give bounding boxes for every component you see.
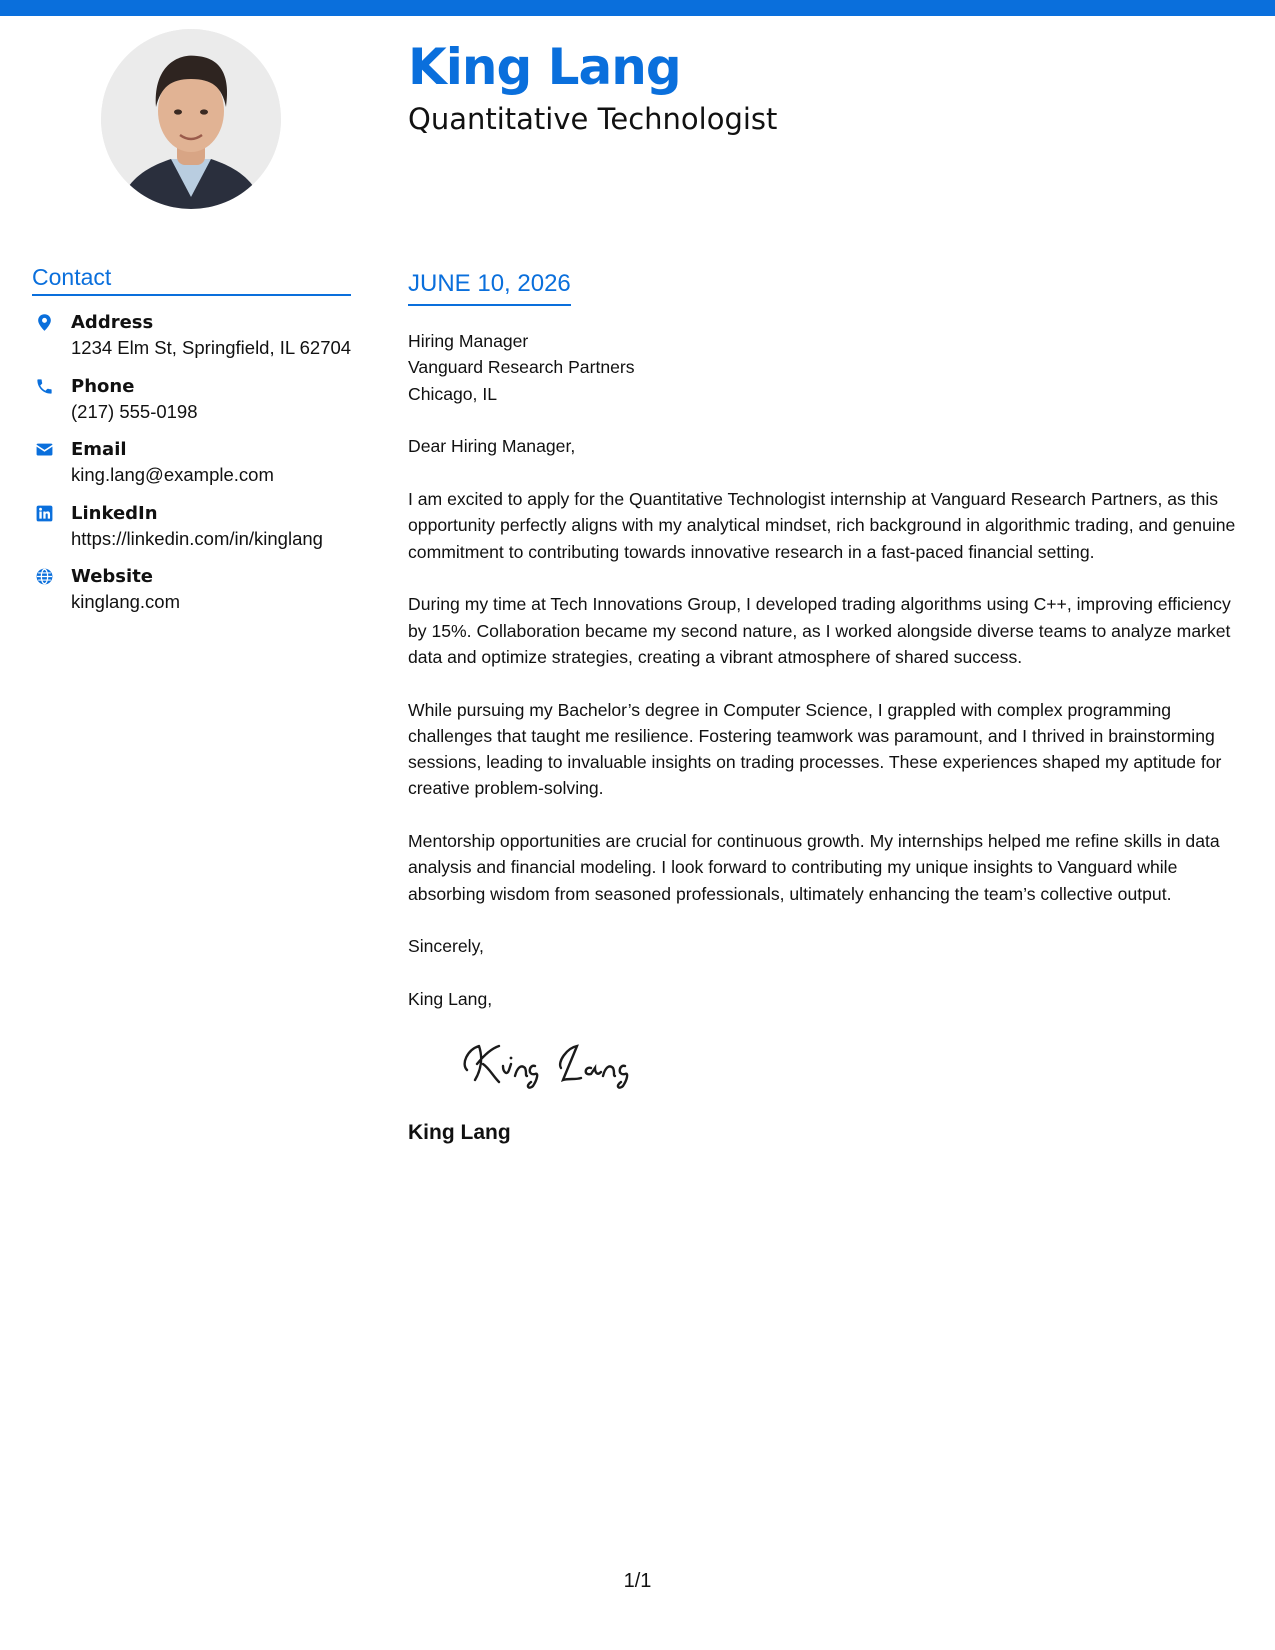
letter-date: JUNE 10, 2026: [408, 270, 571, 306]
recipient-block: [408, 328, 1248, 407]
closing: Sincerely,: [408, 936, 484, 957]
applicant-name: King Lang: [408, 38, 681, 96]
letter-paragraph: I am excited to apply for the Quantitative Technologist internship at Vanguard Research Partners, as this opportunity perfectly aligns with my analytical mindset, rich background in algorithmic trading, and genuine commitment to contributing towards innovative research in a fast-paced financial setting.: [408, 488, 1236, 562]
contact-heading: Contact: [32, 264, 351, 296]
letter-paragraph: During my time at Tech Innovations Group, I developed trading algorithms using C++, improving efficiency by 15%. Collaboration became my second nature, as I worked alongside diverse teams to analyze market data and optimize strategies, creating a vibrant atmosphere of shared success.: [408, 594, 1231, 667]
contact-value: (217) 555-0198: [71, 400, 198, 422]
mail-icon: [35, 440, 54, 459]
contact-label: LinkedIn: [71, 502, 158, 524]
contact-item-linkedin: [32, 502, 372, 566]
avatar: [101, 29, 281, 209]
contact-list: [32, 311, 372, 629]
handwritten-signature: [453, 1036, 1248, 1090]
recipient-line: Vanguard Research Partners: [408, 357, 635, 378]
globe-icon: [35, 567, 54, 586]
recipient-line: Hiring Manager: [408, 331, 529, 351]
contact-label: Email: [71, 439, 127, 460]
top-accent-bar: [0, 0, 1275, 16]
contact-value: 1234 Elm St, Springfield, IL 62704: [71, 337, 352, 358]
letter-body: [408, 328, 1248, 1147]
linkedin-icon: [35, 504, 54, 523]
contact-label: Website: [71, 566, 154, 587]
contact-label: Address: [71, 312, 154, 333]
recipient-line: Chicago, IL: [408, 383, 497, 404]
page-number: 1/1: [623, 1570, 652, 1592]
signoff-name: King Lang,: [408, 989, 493, 1010]
letter-paragraph: Mentorship opportunities are crucial for continuous growth. My internships helped me refine skills in data analysis and financial modeling. I look forward to contributing my unique insights to Vanguard while absorbing wisdom from seasoned professionals, ultimately enhancing the team’s collective output.: [408, 831, 1220, 904]
map-pin-icon: [35, 313, 54, 332]
applicant-title: Quantitative Technologist: [408, 102, 778, 136]
contact-value: king.lang@example.com: [71, 464, 274, 485]
phone-icon: [35, 377, 54, 396]
contact-item-email: [32, 438, 372, 502]
contact-item-address: [32, 311, 372, 375]
letter-paragraph: While pursuing my Bachelor’s degree in Computer Science, I grappled with complex programming challenges that taught me resilience. Fostering teamwork was paramount, and I thrived in brainstorming sessions, leading to invaluable insights on trading processes. These experiences shaped my aptitude for creative problem-solving.: [408, 699, 1222, 799]
printed-name: King Lang: [408, 1121, 511, 1145]
contact-label: Phone: [71, 375, 135, 397]
contact-item-website: [32, 565, 372, 629]
contact-value: https://linkedin.com/in/kinglang: [71, 527, 323, 549]
contact-value: kinglang.com: [71, 591, 181, 612]
contact-item-phone: [32, 375, 372, 439]
salutation: Dear Hiring Manager,: [408, 436, 576, 457]
